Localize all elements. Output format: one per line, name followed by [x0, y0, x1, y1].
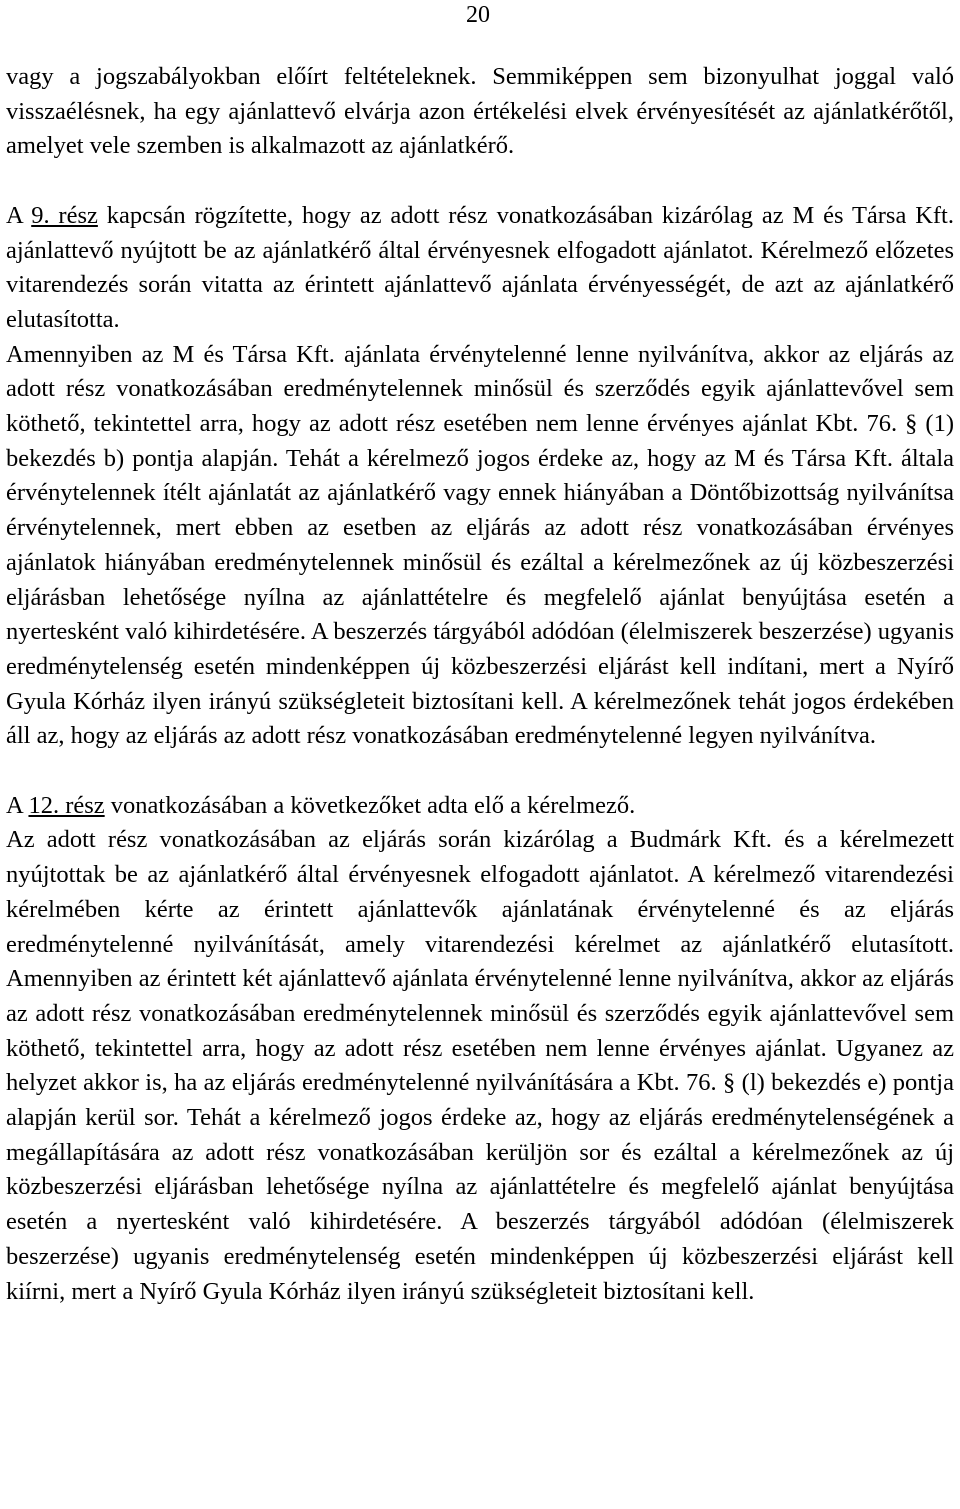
paragraph-1: vagy a jogszabályokban előírt feltételeknek. Semmiképpen sem bizonyulhat joggal való visszaélésnek, ha egy ajánlattevő elvárja azon értékelési elvek érvényesítését az ajánlatkérőtől, amelyet vele szemben is alkalmazott az ajánlatkérő. — [6, 63, 954, 160]
paragraph-part-9-prefix: A — [6, 201, 32, 229]
paragraph-part-12-prefix: A — [6, 791, 29, 819]
part-12-reference: 12. rész — [28, 791, 105, 819]
paragraph-part-12-text: vonatkozásában a következőket adta elő a kérelmező. — [104, 791, 636, 819]
paragraph-part-9 — [6, 199, 954, 338]
paragraph-part-9-text: kapcsán rögzítette, hogy az adott rész vonatkozásában kizárólag az M és Társa Kft. ajánlattevő nyújtott be az ajánlatkérő által érvényesnek elfogadott ajánlatot. Kérelmező előzetes vitarendezés során vitatta az érintett ajánlattevő ajánlata érvényességét, de azt az ajánlatkérő elutasította. — [6, 201, 954, 333]
paragraph-3: Amennyiben az M és Társa Kft. ajánlata érvénytelenné lenne nyilvánítva, akkor az eljárás az adott rész vonatkozásában eredménytelennek minősül és szerződés egyik ajánlattevővel sem köthető, tekintettel arra, hogy az adott rész esetében nem lenne érvényes ajánlat Kbt. 76. § (1) bekezdés b) pontja alapján. Tehát a kérelmező jogos érdeke az, hogy az M és Társa Kft. általa érvénytelennek ítélt ajánlatát az ajánlatkérő vagy ennek hiányában a Döntőbizottság nyilvánítsa érvénytelennek, mert ebben az esetben az eljárás az adott rész vonatkozásában érvényes ajánlatok hiányában eredménytelennek minősül és ezáltal a kérelmezőnek az új közbeszerzési eljárásban lehetősége nyílna az ajánlattételre és megfelelő ajánlat benyújtása esetén a nyertesként való kihirdetésére. A beszerzés tárgyából adódóan (élelmiszerek beszerzése) ugyanis eredménytelenség esetén mindenképpen új közbeszerzési eljárást kell indítani, mert a Nyírő Gyula Kórház ilyen irányú szükségleteit biztosítani kell. A kérelmezőnek tehát jogos érdekében áll az, hogy az eljárás az adott rész vonatkozásában eredménytelenné legyen nyilvánítva. — [6, 340, 954, 750]
paragraph-part-12 — [6, 789, 954, 824]
page-number: 20 — [466, 2, 490, 28]
paragraph-5: Az adott rész vonatkozásában az eljárás során kizárólag a Budmárk Kft. és a kérelmezett nyújtottak be az ajánlatkérő által érvényesnek elfogadott ajánlatot. A kérelmező vitarendezési kérelmében kérte az érintett ajánlattevők ajánlatának érvénytelenné és az eljárás eredménytelenné nyilvánítását, amely vitarendezési kérelmet az ajánlatkérő elutasított. Amennyiben az érintett két ajánlattevő ajánlata érvénytelenné lenne nyilvánítva, akkor az eljárás az adott rész vonatkozásában eredménytelennek minősül és szerződés egyik ajánlattevővel sem köthető, tekintettel arra, hogy az adott rész esetében nem lenne érvényes ajánlat. Ugyanez az helyzet akkor is, ha az eljárás eredménytelenné nyilvánítására a Kbt. 76. § (l) bekezdés e) pontja alapján kerül sor. Tehát a kérelmező jogos érdeke az, hogy az eljárás eredménytelenségének a megállapítására az adott rész vonatkozásában kerüljön sor és ezáltal a kérelmezőnek az új közbeszerzési eljárásban lehetősége nyílna az ajánlattételre és megfelelő ajánlat benyújtása esetén a nyertesként való kihirdetésére. A beszerzés tárgyából adódóan (élelmiszerek beszerzése) ugyanis eredménytelenség esetén mindenképpen új közbeszerzési eljárást kell kiírni, mert a Nyírő Gyula Kórház ilyen irányú szükségleteit biztosítani kell. — [6, 826, 954, 1305]
document-body — [6, 60, 954, 1309]
part-9-reference: 9. rész — [31, 201, 98, 229]
